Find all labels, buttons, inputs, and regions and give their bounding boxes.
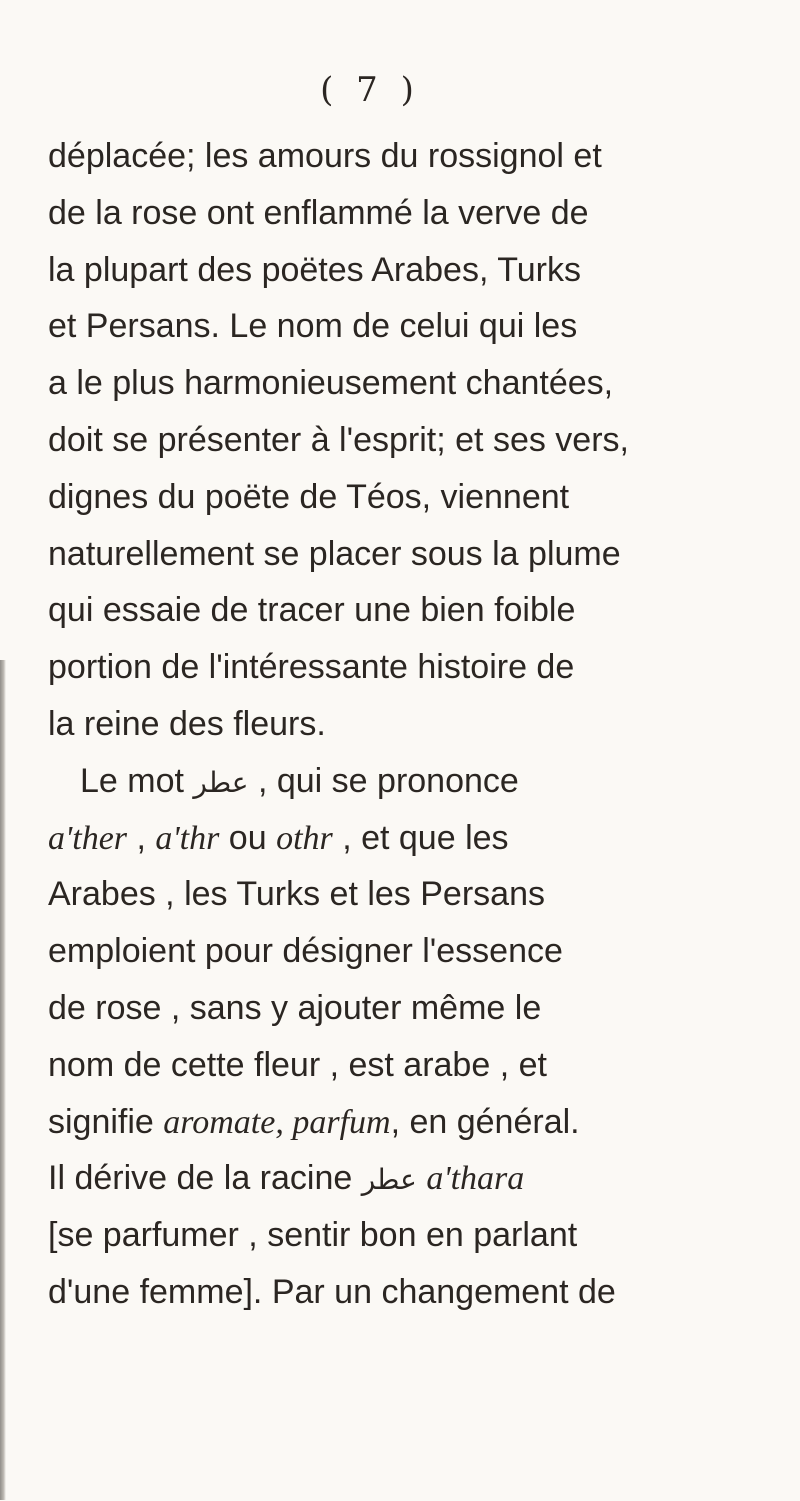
text-line: [48, 753, 748, 810]
text-line: portion de l'intéressante histoire de: [48, 648, 575, 687]
text-run: , et que les: [332, 818, 509, 857]
text-line: Arabes , les Turks et les Persans: [48, 875, 545, 914]
text-line: de rose , sans y ajouter même le: [48, 988, 542, 1027]
text-run: signifie: [48, 1102, 164, 1141]
italic-word: a'ther: [48, 819, 128, 857]
text-line: [48, 1094, 748, 1151]
text-line: [48, 810, 748, 867]
text-run: , en général.: [390, 1102, 580, 1141]
italic-word: othr: [276, 819, 333, 857]
body-text: [48, 128, 748, 1321]
text-line: emploient pour désigner l'essence: [48, 932, 563, 971]
text-line: [se parfumer , sentir bon en parlant: [48, 1216, 578, 1255]
arabic-word: عطر: [361, 1163, 417, 1197]
text-line: [48, 1150, 748, 1207]
page-number: ( 7 ): [320, 70, 420, 110]
text-line: d'une femme]. Par un changement de: [48, 1272, 616, 1311]
text-run: ou: [219, 818, 277, 857]
text-line: la reine des fleurs.: [48, 704, 326, 743]
text-line: naturellement se placer sous la plume: [48, 534, 621, 573]
italic-word: a'thara: [426, 1160, 525, 1198]
text-run: [417, 1159, 426, 1197]
text-line: de la rose ont enflammé la verve de: [48, 193, 589, 232]
text-line: qui essaie de tracer une bien foible: [48, 591, 576, 630]
text-line: la plupart des poëtes Arabes, Turks: [48, 250, 581, 289]
text-line: nom de cette fleur , est arabe , et: [48, 1045, 547, 1084]
arabic-word: عطر: [193, 765, 249, 799]
text-line: déplacée; les amours du rossignol et: [48, 137, 602, 175]
text-line: dignes du poëte de Téos, viennent: [48, 477, 570, 516]
text-run: ,: [127, 818, 156, 857]
italic-word: aromate, parfum: [163, 1103, 391, 1141]
text-run: Le mot: [80, 761, 194, 800]
text-run: Il dérive de la racine: [48, 1159, 362, 1198]
text-line: et Persans. Le nom de celui qui les: [48, 307, 578, 346]
text-run: , qui se prononce: [248, 761, 519, 800]
text-line: doit se présenter à l'esprit; et ses vers,: [48, 420, 629, 459]
text-line: a le plus harmonieusement chantées,: [48, 364, 614, 403]
page-edge-shadow: [0, 660, 6, 1500]
italic-word: a'thr: [155, 819, 220, 857]
